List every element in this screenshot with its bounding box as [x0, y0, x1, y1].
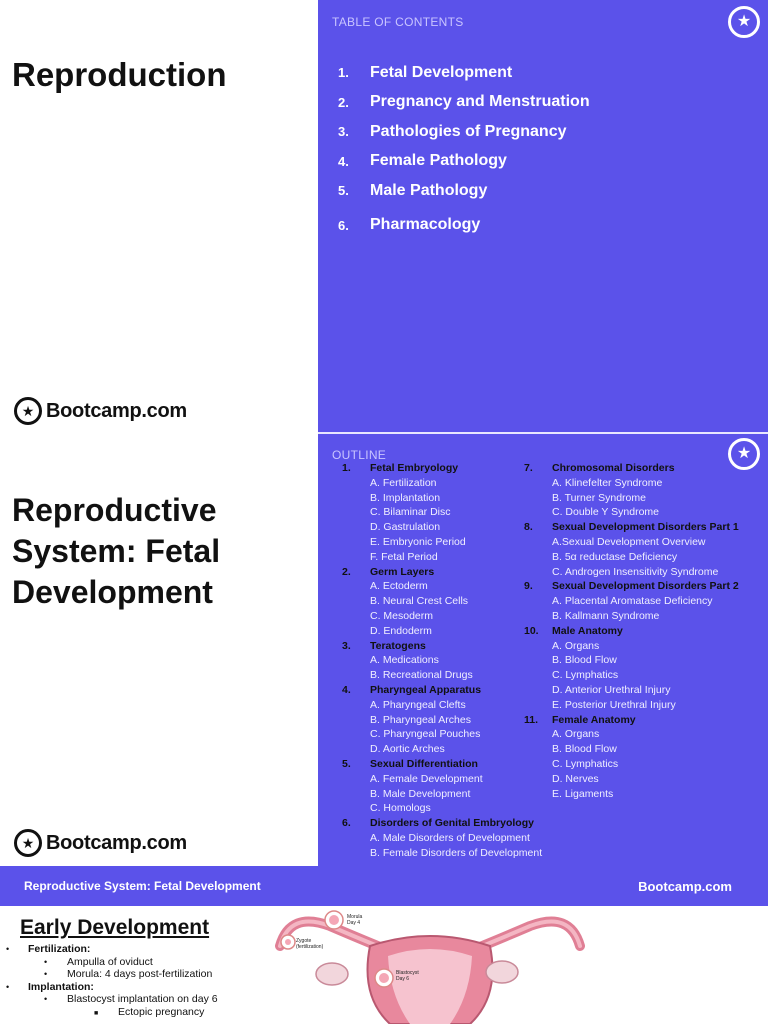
outline-group [524, 624, 764, 713]
outline-subitem[interactable]: B. Implantation [370, 491, 441, 504]
outline-group-body [552, 624, 764, 713]
outline-subitem[interactable]: C. Androgen Insensitivity Syndrome [552, 565, 719, 578]
outline-heading[interactable]: Pharyngeal Apparatus [370, 683, 482, 696]
outline-group [524, 579, 764, 623]
outline-group [342, 816, 552, 860]
outline-subitem[interactable]: A. Ectoderm [370, 580, 428, 593]
outline-subitem[interactable]: C. Homologs [370, 802, 431, 815]
outline-heading[interactable]: Sexual Differentiation [370, 757, 478, 770]
outline-subitem[interactable]: B. 5α reductase Deficiency [552, 550, 678, 563]
outline-subitem[interactable]: B. Blood Flow [552, 654, 617, 667]
outline-heading[interactable]: Male Anatomy [552, 624, 623, 637]
outline-heading[interactable]: Sexual Development Disorders Part 1 [552, 521, 739, 534]
outline-subitem[interactable]: A. Medications [370, 654, 439, 667]
slide3-header-brand: Bootcamp.com [638, 879, 732, 894]
outline-subitem[interactable]: B. Recreational Drugs [370, 669, 473, 682]
zygote-core [285, 939, 291, 945]
outline-subitem[interactable]: D. Nerves [552, 772, 599, 785]
outline-subitem[interactable]: B. Kallmann Syndrome [552, 609, 660, 622]
outline-number: 1. [342, 462, 351, 474]
outline-subitem[interactable]: A. Organs [552, 639, 600, 652]
slide2-title-panel [0, 434, 318, 866]
toc-item-label: Fetal Development [370, 63, 513, 81]
toc-item-number: 4. [338, 153, 349, 169]
outline-group-body [552, 520, 764, 579]
brand-name: Bootcamp.com [46, 831, 187, 854]
toc-item-label: Pharmacology [370, 216, 481, 234]
outline-subitem[interactable]: B. Neural Crest Cells [370, 595, 469, 608]
toc-item[interactable] [338, 211, 590, 241]
bullet-icon: • [6, 981, 10, 992]
note-fertilization [0, 943, 270, 956]
outline-column-right [524, 461, 764, 801]
zygote-label: Zygote [296, 938, 312, 944]
square-bullet-icon: ■ [94, 1009, 99, 1017]
outline-heading[interactable]: Fetal Embryology [370, 462, 459, 474]
outline-subitem[interactable]: A. Male Disorders of Development [370, 831, 530, 844]
outline-subitem[interactable]: B. Female Disorders of Development [370, 846, 543, 859]
toc-item[interactable] [338, 147, 590, 177]
outline-subitem[interactable]: A. Pharyngeal Clefts [370, 698, 466, 711]
outline-subitem[interactable]: C. Lymphatics [552, 669, 619, 682]
toc-item-number: 1. [338, 65, 349, 81]
blastocyst-core [379, 973, 389, 983]
outline-subitem[interactable]: D. Aortic Arches [370, 743, 445, 756]
outline-subitem[interactable]: E. Embryonic Period [370, 535, 466, 548]
outline-subitem[interactable]: D. Endoderm [370, 624, 432, 637]
note-text: Ectopic pregnancy [118, 1005, 205, 1018]
outline-number: 9. [524, 580, 533, 593]
outline-heading[interactable]: Female Anatomy [552, 713, 636, 726]
toc-item[interactable] [338, 117, 590, 147]
note-item [0, 1006, 270, 1019]
outline-heading[interactable]: Disorders of Genital Embryology [370, 817, 534, 830]
outline-subitem[interactable]: F. Fetal Period [370, 550, 438, 563]
toc-item[interactable] [338, 88, 590, 118]
outline-group [342, 639, 552, 683]
outline-group [342, 757, 552, 816]
right-ovary [486, 961, 518, 983]
outline-subitem[interactable]: A. Klinefelter Syndrome [552, 476, 663, 489]
toc-label: TABLE OF CONTENTS [332, 15, 464, 29]
bullet-icon: • [44, 969, 48, 979]
outline-heading[interactable]: Germ Layers [370, 565, 435, 578]
slide3-notes [0, 943, 270, 1018]
slide3-header-title: Reproductive System: Fetal Development [24, 879, 261, 893]
outline-subitem[interactable]: A. Fertilization [370, 476, 437, 489]
outline-subitem[interactable]: C. Lymphatics [552, 757, 619, 770]
star-badge-icon: ★ [728, 6, 760, 38]
left-ovary [316, 963, 348, 985]
outline-heading[interactable]: Sexual Development Disorders Part 2 [552, 580, 739, 593]
outline-subitem[interactable]: C. Double Y Syndrome [552, 506, 660, 519]
outline-number: 10. [524, 624, 539, 637]
outline-number: 5. [342, 757, 351, 770]
note-item [0, 968, 270, 981]
slide3-header-bar [0, 866, 768, 906]
outline-subitem[interactable]: C. Mesoderm [370, 609, 434, 622]
toc-item-label: Pregnancy and Menstruation [370, 93, 590, 111]
zygote-sub-label: (fertilization) [296, 944, 324, 950]
outline-subitem[interactable]: C. Pharyngeal Pouches [370, 728, 481, 741]
outline-group [342, 461, 552, 565]
outline-group [342, 683, 552, 757]
toc-item-number: 6. [338, 217, 349, 233]
slide1-title-panel [0, 0, 318, 432]
note-label: Fertilization: [28, 943, 91, 955]
outline-group [342, 565, 552, 639]
brand-name: Bootcamp.com [46, 399, 187, 422]
outline-group [524, 520, 764, 579]
outline-number: 4. [342, 683, 351, 696]
outline-group [524, 713, 764, 802]
note-text: Blastocyst implantation on day 6 [67, 993, 218, 1005]
brand-logo-icon: ★ [14, 829, 42, 857]
outline-number: 8. [524, 521, 533, 534]
toc-item-number: 3. [338, 124, 349, 140]
note-implantation [0, 981, 270, 994]
morula-core [329, 915, 339, 925]
outline-group-body [552, 579, 764, 623]
outline-subitem[interactable]: C. Bilaminar Disc [370, 506, 451, 519]
outline-heading[interactable]: Chromosomal Disorders [552, 462, 675, 474]
morula-day-label: Day 4 [347, 920, 361, 926]
note-text: Ampulla of oviduct [67, 955, 153, 968]
outline-number: 6. [342, 817, 351, 830]
blastocyst-day-label: Day 6 [396, 976, 410, 982]
note-label: Implantation: [28, 980, 94, 993]
toc-item-label: Pathologies of Pregnancy [370, 122, 567, 140]
outline-number: 11. [524, 713, 539, 726]
blastocyst-label: Blastocyst [396, 970, 419, 976]
outline-group-body [552, 713, 764, 802]
slide1-brand [14, 397, 187, 425]
note-text: Morula: 4 days post-fertilization [67, 968, 213, 980]
outline-subitem[interactable]: B. Pharyngeal Arches [370, 713, 471, 726]
outline-subitem[interactable]: E. Ligaments [552, 787, 614, 800]
note-item [0, 993, 270, 1006]
outline-heading[interactable]: Teratogens [370, 639, 426, 652]
outline-column-left [342, 461, 552, 861]
toc-item-number: 5. [338, 183, 349, 199]
toc-item[interactable] [338, 176, 590, 206]
outline-subitem[interactable]: B. Male Development [370, 787, 471, 800]
outline-subitem[interactable]: D. Gastrulation [370, 521, 441, 534]
outline-group-body [370, 816, 552, 860]
morula-label: Morula [347, 914, 363, 920]
toc-list [338, 58, 590, 240]
outline-label: OUTLINE [332, 448, 387, 462]
toc-item[interactable] [338, 58, 590, 88]
outline-subitem[interactable]: A.Sexual Development Overview [552, 535, 706, 548]
outline-subitem[interactable]: B. Turner Syndrome [552, 491, 646, 504]
note-item [0, 956, 270, 969]
bullet-icon: • [44, 994, 48, 1004]
uterus-diagram [270, 906, 590, 1024]
outline-subitem[interactable]: B. Blood Flow [552, 743, 617, 756]
outline-subitem[interactable]: A. Placental Aromatase Deficiency [552, 595, 713, 608]
outline-subitem[interactable]: A. Organs [552, 728, 600, 741]
outline-number: 2. [342, 565, 351, 578]
outline-subitem[interactable]: D. Anterior Urethral Injury [552, 683, 671, 696]
slide1-toc-panel [318, 0, 768, 432]
toc-item-label: Female Pathology [370, 152, 507, 170]
slide2-brand [14, 829, 187, 857]
outline-group [524, 461, 764, 520]
star-badge-icon: ★ [728, 438, 760, 470]
outline-number: 3. [342, 639, 351, 652]
toc-item-label: Male Pathology [370, 181, 488, 199]
outline-number: 7. [524, 462, 533, 474]
slide1-title: Reproduction [12, 56, 227, 93]
toc-item-number: 2. [338, 94, 349, 110]
outline-subitem[interactable]: A. Female Development [370, 772, 483, 785]
outline-subitem[interactable]: E. Posterior Urethral Injury [552, 698, 676, 711]
bullet-icon: • [6, 944, 10, 954]
bullet-icon: • [44, 956, 48, 967]
outline-group-body [552, 461, 764, 520]
slide2-title: Reproductive System: Fetal Development [12, 492, 221, 610]
brand-logo-icon: ★ [14, 397, 42, 425]
slide3-title: Early Development [20, 916, 210, 939]
